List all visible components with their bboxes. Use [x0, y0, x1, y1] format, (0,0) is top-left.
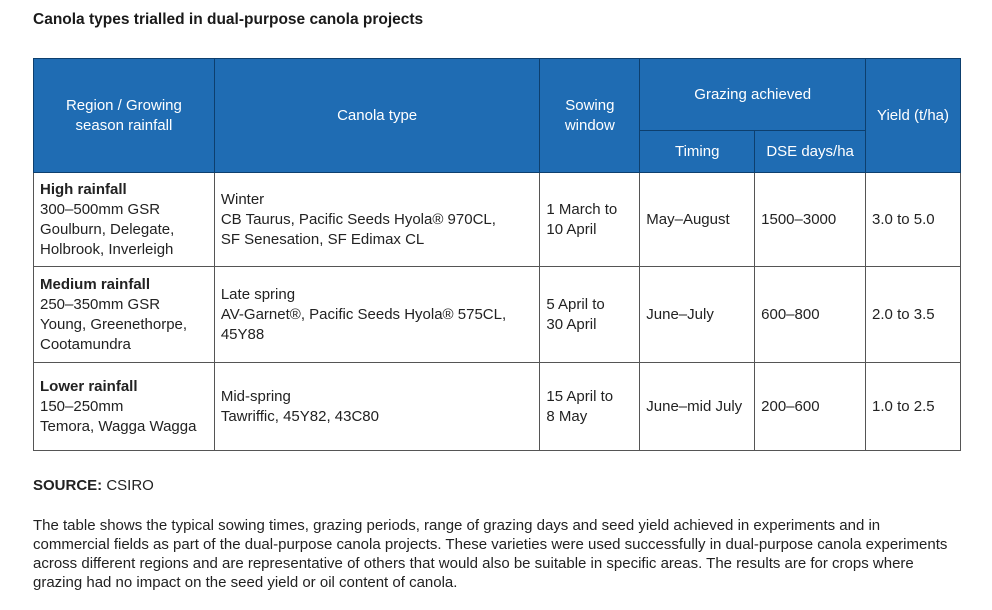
- region-cell: High rainfall 300–500mm GSR Goulburn, Delegate, Holbrook, Inverleigh: [34, 173, 215, 267]
- header-canola-type: Canola type: [214, 59, 540, 173]
- canola-type-cell: Winter CB Taurus, Pacific Seeds Hyola® 970CL, SF Senesation, SF Edimax CL: [214, 173, 540, 267]
- table-row: [34, 173, 961, 267]
- timing-cell: June–mid July: [640, 363, 755, 451]
- header-region: Region / Growing season rainfall: [34, 59, 215, 173]
- table-row: [34, 267, 961, 363]
- header-dse: DSE days/ha: [755, 131, 866, 173]
- yield-cell: 3.0 to 5.0: [866, 173, 961, 267]
- source-line: [33, 477, 154, 494]
- header-sowing-window: Sowing window: [540, 59, 640, 173]
- timing-cell: June–July: [640, 267, 755, 363]
- canola-type-cell: Mid-spring Tawriffic, 45Y82, 43C80: [214, 363, 540, 451]
- dse-cell: 200–600: [755, 363, 866, 451]
- header-grazing-achieved: Grazing achieved: [640, 59, 866, 131]
- source-label: SOURCE:: [33, 477, 103, 494]
- region-cell: Medium rainfall 250–350mm GSR Young, Greenethorpe, Cootamundra: [34, 267, 215, 363]
- table-row: [34, 363, 961, 451]
- canola-table: [33, 58, 961, 451]
- table-title: Canola types trialled in dual-purpose canola projects: [33, 11, 424, 28]
- canola-type-cell: Late spring AV-Garnet®, Pacific Seeds Hyola® 575CL, 45Y88: [214, 267, 540, 363]
- sowing-cell: 5 April to 30 April: [540, 267, 640, 363]
- yield-cell: 2.0 to 3.5: [866, 267, 961, 363]
- dse-cell: 600–800: [755, 267, 866, 363]
- dse-cell: 1500–3000: [755, 173, 866, 267]
- header-timing: Timing: [640, 131, 755, 173]
- header-yield: Yield (t/ha): [866, 59, 961, 173]
- source-value: CSIRO: [106, 477, 154, 494]
- description-paragraph: The table shows the typical sowing times, grazing periods, range of grazing days and seed yield achieved in experiments and in commercial fields as part of the dual-purpose canola projects. These varieties were used successfully in dual-purpose canola experiments across different regions and are representative of others that would also be suitable in specific areas. The results are for crops where grazing had no impact on the seed yield or oil content of canola.: [33, 517, 948, 591]
- region-cell: Lower rainfall 150–250mm Temora, Wagga Wagga: [34, 363, 215, 451]
- timing-cell: May–August: [640, 173, 755, 267]
- yield-cell: 1.0 to 2.5: [866, 363, 961, 451]
- sowing-cell: 1 March to 10 April: [540, 173, 640, 267]
- sowing-cell: 15 April to 8 May: [540, 363, 640, 451]
